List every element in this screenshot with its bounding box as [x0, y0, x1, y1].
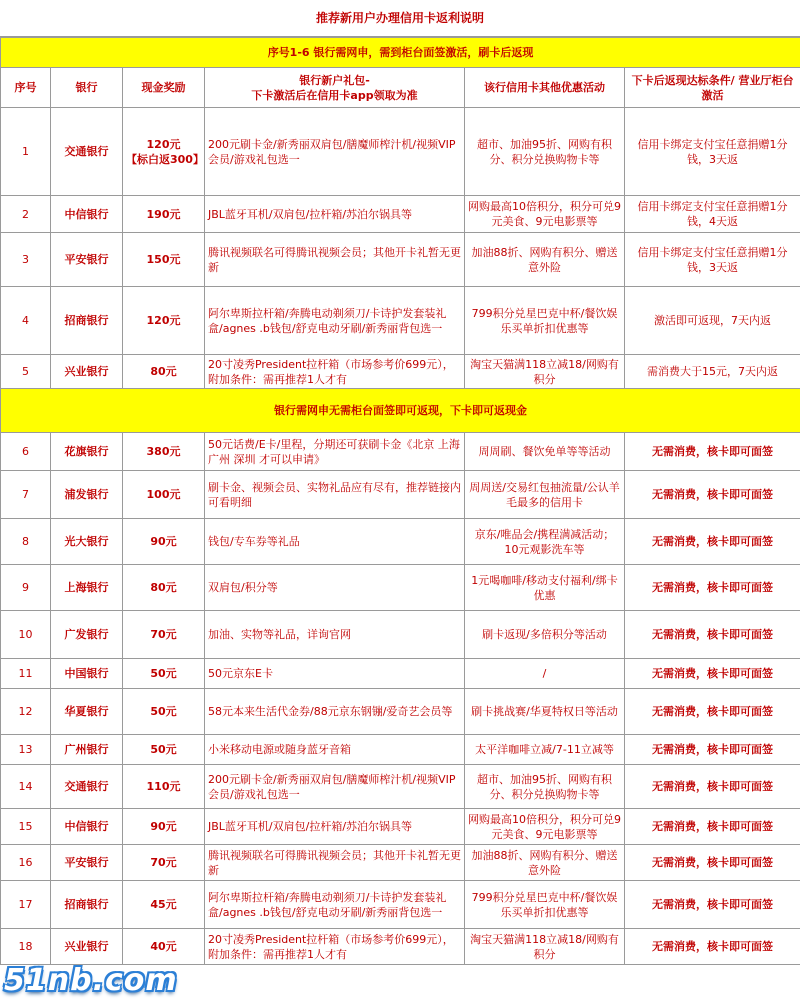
row-number	[1, 735, 51, 765]
cash-reward-text: 190元	[146, 207, 181, 221]
cash-reward-text: 120元	[146, 314, 181, 327]
section-1-title: 序号1-6 银行需网申，需到柜台面签激活，刷卡后返现	[1, 38, 800, 68]
column-header-row	[1, 68, 800, 108]
cash-reward-text: 45元	[150, 898, 177, 911]
gift-description-text: JBL蓝牙耳机/双肩包/拉杆箱/苏泊尔锅具等	[208, 207, 413, 221]
rebate-condition-text: 无需消费，核卡即可面签	[652, 535, 774, 548]
row-number	[1, 881, 51, 929]
cash-reward-text: 380元	[146, 445, 181, 458]
col-header-bank: 银行	[51, 68, 123, 108]
rebate-condition-text: 无需消费，核卡即可面签	[652, 743, 774, 756]
row-number-text: 14	[18, 780, 33, 793]
bank-name	[51, 845, 123, 881]
cash-reward	[123, 196, 205, 233]
cash-reward	[123, 929, 205, 965]
row-number	[1, 809, 51, 845]
rebate-condition	[625, 735, 800, 765]
rebate-condition	[625, 519, 800, 565]
cash-reward	[123, 233, 205, 287]
gift-description	[205, 765, 465, 809]
gift-description-text: 钱包/专车券等礼品	[208, 535, 300, 548]
bank-name-text: 兴业银行	[64, 365, 109, 378]
promo-description	[465, 108, 625, 196]
promo-description	[465, 765, 625, 809]
gift-description-text: JBL蓝牙耳机/双肩包/拉杆箱/苏泊尔锅具等	[208, 820, 413, 833]
cash-reward	[123, 471, 205, 519]
table-row	[1, 433, 800, 471]
promo-description	[465, 433, 625, 471]
cash-reward-text: 40元	[150, 940, 177, 953]
row-number	[1, 659, 51, 689]
table-row	[1, 108, 800, 196]
section-header-1	[1, 38, 800, 68]
table-row	[1, 929, 800, 965]
row-number-text: 2	[22, 207, 29, 221]
promo-description-text: /	[542, 667, 547, 680]
cash-reward	[123, 355, 205, 389]
bank-name-text: 中信银行	[64, 207, 109, 221]
gift-description	[205, 433, 465, 471]
cash-note: 【标白返300】	[126, 152, 204, 166]
promo-description	[465, 565, 625, 611]
row-number-text: 7	[22, 488, 29, 501]
rebate-condition	[625, 355, 800, 389]
rebate-condition-text: 无需消费，核卡即可面签	[652, 820, 774, 833]
table-row	[1, 611, 800, 659]
table-row	[1, 881, 800, 929]
rebate-condition	[625, 881, 800, 929]
rebate-condition-text: 无需消费，核卡即可面签	[652, 445, 774, 458]
table-row	[1, 659, 800, 689]
table-row	[1, 845, 800, 881]
gift-description-text: 阿尔卑斯拉杆箱/奔腾电动剃须刀/卡诗护发套装礼盒/agnes .b钱包/舒克电动牙刷/新秀丽背包选一	[208, 890, 447, 919]
promo-description	[465, 845, 625, 881]
gift-description-text: 小米移动电源或随身蓝牙音箱	[208, 743, 351, 756]
bank-name-text: 花旗银行	[64, 445, 109, 458]
bank-name-text: 上海银行	[64, 581, 109, 594]
rebate-condition-text: 无需消费，核卡即可面签	[652, 898, 774, 911]
bank-name	[51, 519, 123, 565]
gift-description	[205, 809, 465, 845]
bank-name	[51, 735, 123, 765]
bank-name-text: 平安银行	[64, 856, 109, 869]
table-body	[1, 38, 800, 965]
rebate-condition-text: 无需消费，核卡即可面签	[652, 488, 774, 501]
rebate-condition	[625, 689, 800, 735]
gift-description	[205, 845, 465, 881]
bank-name	[51, 565, 123, 611]
table-row	[1, 689, 800, 735]
cash-reward-text: 50元	[150, 705, 177, 718]
cash-reward-text: 110元	[146, 780, 181, 793]
gift-description-text: 加油、实物等礼品，详询官网	[208, 628, 351, 641]
cash-reward-text: 70元	[150, 628, 177, 641]
cash-reward-text: 50元	[150, 667, 177, 680]
bank-name	[51, 287, 123, 355]
rebate-table	[0, 37, 800, 965]
promo-description-text: 太平洋咖啡立减/7-11立减等	[475, 743, 614, 756]
gift-description	[205, 735, 465, 765]
page-title: 推荐新用户办理信用卡返利说明	[0, 0, 800, 37]
rebate-condition	[625, 659, 800, 689]
promo-description-text: 淘宝天猫满118立减18/网购有积分	[470, 932, 619, 961]
bank-name-text: 光大银行	[64, 535, 109, 548]
rebate-condition-text: 激活即可返现，7天内返	[654, 314, 772, 327]
promo-description-text: 超市、加油95折、网购有积分、积分兑换购物卡等	[477, 137, 612, 166]
rebate-condition-text: 信用卡绑定支付宝任意捐赠1分钱，3天返	[637, 245, 788, 274]
promo-description-text: 京东/唯品会/携程满减活动；10元观影洗车等	[474, 527, 615, 556]
promo-description	[465, 881, 625, 929]
cash-reward	[123, 765, 205, 809]
gift-description	[205, 196, 465, 233]
cash-reward-text: 120元	[146, 137, 181, 151]
bank-name-text: 招商银行	[64, 314, 109, 327]
row-number	[1, 355, 51, 389]
table-row	[1, 765, 800, 809]
promo-description	[465, 689, 625, 735]
promo-description-text: 刷卡返现/多倍积分等活动	[482, 628, 607, 641]
rebate-condition-text: 无需消费，核卡即可面签	[652, 581, 774, 594]
rebate-condition-text: 信用卡绑定支付宝任意捐赠1分钱，4天返	[637, 200, 788, 228]
table-row	[1, 233, 800, 287]
row-number-text: 10	[18, 628, 33, 641]
cash-reward	[123, 108, 205, 196]
section-2-title: 银行需网申无需柜台面签即可返现，下卡即可返现金	[1, 389, 800, 433]
table-row	[1, 735, 800, 765]
bank-name	[51, 233, 123, 287]
gift-description-text: 50元话费/E卡/里程，分期还可获刷卡金《北京 上海 广州 深圳 才可以申请》	[208, 437, 460, 466]
gift-description	[205, 287, 465, 355]
bank-name	[51, 809, 123, 845]
promo-description-text: 加油88折、网购有积分、赠送意外险	[471, 245, 618, 274]
rebate-condition	[625, 471, 800, 519]
col-header-gift: 银行新户礼包- 下卡激活后在信用卡app领取为准	[205, 68, 465, 108]
row-number-text: 6	[22, 445, 29, 458]
promo-description-text: 799积分兑星巴克中杯/餐饮娱乐买单折扣优惠等	[471, 306, 618, 335]
bank-name-text: 广州银行	[64, 743, 109, 756]
gift-description	[205, 355, 465, 389]
row-number-text: 12	[18, 705, 33, 718]
col-header-promo: 该行信用卡其他优惠活动	[465, 68, 625, 108]
bank-name	[51, 355, 123, 389]
rebate-condition-text: 需消费大于15元，7天内返	[647, 365, 779, 378]
cash-reward-text: 80元	[150, 365, 177, 378]
gift-description	[205, 565, 465, 611]
gift-description-text: 刷卡金、视频会员、实物礼品应有尽有，推荐链接内可看明细	[208, 480, 461, 509]
promo-description-text: 799积分兑星巴克中杯/餐饮娱乐买单折扣优惠等	[471, 890, 618, 919]
bank-name-text: 中信银行	[64, 820, 109, 833]
cash-reward	[123, 611, 205, 659]
promo-description	[465, 519, 625, 565]
gift-description	[205, 881, 465, 929]
row-number-text: 5	[22, 365, 29, 378]
rebate-condition	[625, 929, 800, 965]
cash-reward	[123, 809, 205, 845]
row-number	[1, 845, 51, 881]
gift-description-text: 20寸凌秀President拉杆箱（市场参考价699元），附加条件：需再推荐1人才有	[208, 932, 454, 961]
promo-description	[465, 929, 625, 965]
promo-description-text: 超市、加油95折、网购有积分、积分兑换购物卡等	[477, 772, 612, 801]
bank-name-text: 浦发银行	[64, 488, 109, 501]
promo-description	[465, 735, 625, 765]
cash-reward-text: 70元	[150, 856, 177, 869]
bank-name-text: 交通银行	[64, 145, 109, 158]
promo-description-text: 刷卡挑战赛/华夏特权日等活动	[471, 705, 618, 718]
bank-name-text: 中国银行	[64, 667, 109, 680]
cash-reward-text: 50元	[150, 743, 177, 756]
row-number	[1, 433, 51, 471]
promo-description-text: 周周刷、餐饮免单等等活动	[478, 445, 611, 458]
gift-description	[205, 519, 465, 565]
row-number-text: 16	[18, 856, 33, 869]
rebate-condition-text: 无需消费，核卡即可面签	[652, 667, 774, 680]
rebate-condition	[625, 765, 800, 809]
row-number-text: 13	[18, 743, 33, 756]
rebate-condition-text: 信用卡绑定支付宝任意捐赠1分钱，3天返	[637, 137, 788, 166]
bank-name	[51, 689, 123, 735]
row-number-text: 8	[22, 535, 29, 548]
bank-name	[51, 659, 123, 689]
rebate-condition	[625, 196, 800, 233]
promo-description	[465, 471, 625, 519]
row-number	[1, 611, 51, 659]
bank-name	[51, 471, 123, 519]
gift-description-text: 50元京东E卡	[208, 667, 273, 680]
row-number	[1, 519, 51, 565]
table-row	[1, 471, 800, 519]
rebate-condition	[625, 565, 800, 611]
row-number	[1, 689, 51, 735]
rebate-condition	[625, 287, 800, 355]
rebate-condition	[625, 108, 800, 196]
gift-description	[205, 689, 465, 735]
promo-description-text: 网购最高10倍积分，积分可兑9元美食、9元电影票等	[468, 200, 621, 228]
cash-reward	[123, 689, 205, 735]
cash-reward	[123, 881, 205, 929]
gift-description-text: 200元刷卡金/新秀丽双肩包/膳魔师榨汁机/视频VIP会员/游戏礼包选一	[208, 137, 456, 166]
row-number-text: 3	[22, 253, 29, 266]
bank-name-text: 交通银行	[64, 780, 109, 793]
gift-description	[205, 659, 465, 689]
table-row	[1, 519, 800, 565]
row-number	[1, 765, 51, 809]
cash-reward-text: 100元	[146, 488, 181, 501]
row-number-text: 1	[22, 145, 29, 158]
cash-reward	[123, 659, 205, 689]
cash-reward	[123, 565, 205, 611]
promo-description-text: 加油88折、网购有积分、赠送意外险	[471, 848, 618, 877]
promo-description	[465, 659, 625, 689]
rebate-condition	[625, 611, 800, 659]
rebate-condition-text: 无需消费，核卡即可面签	[652, 628, 774, 641]
promo-description-text: 淘宝天猫满118立减18/网购有积分	[470, 357, 619, 386]
promo-description-text: 周周送/交易红包抽流量/公认羊毛最多的信用卡	[469, 480, 620, 509]
row-number	[1, 287, 51, 355]
cash-reward	[123, 433, 205, 471]
row-number	[1, 108, 51, 196]
promo-description	[465, 233, 625, 287]
bank-name-text: 华夏银行	[64, 705, 109, 718]
gift-description-text: 58元本来生活代金券/88元京东钢镚/爱奇艺会员等	[208, 705, 453, 718]
rebate-condition-text: 无需消费，核卡即可面签	[652, 856, 774, 869]
cash-reward-text: 80元	[150, 581, 177, 594]
bank-name	[51, 433, 123, 471]
promo-description	[465, 355, 625, 389]
table-row	[1, 565, 800, 611]
row-number	[1, 471, 51, 519]
gift-description	[205, 108, 465, 196]
site-watermark: 51nb.com	[4, 963, 178, 998]
bank-name-text: 兴业银行	[64, 940, 109, 953]
promo-description	[465, 287, 625, 355]
cash-reward-text: 150元	[146, 253, 181, 266]
gift-description	[205, 611, 465, 659]
rebate-condition	[625, 233, 800, 287]
rebate-condition-text: 无需消费，核卡即可面签	[652, 780, 774, 793]
promo-description	[465, 196, 625, 233]
cash-reward-text: 90元	[150, 820, 177, 833]
row-number-text: 18	[18, 940, 33, 953]
col-header-no: 序号	[1, 68, 51, 108]
rebate-condition	[625, 809, 800, 845]
bank-name	[51, 196, 123, 233]
bank-name-text: 招商银行	[64, 898, 109, 911]
row-number	[1, 196, 51, 233]
rebate-condition-text: 无需消费，核卡即可面签	[652, 705, 774, 718]
row-number-text: 15	[18, 820, 33, 833]
bank-name	[51, 881, 123, 929]
cash-reward	[123, 519, 205, 565]
cash-reward	[123, 845, 205, 881]
row-number	[1, 233, 51, 287]
section-header-2	[1, 389, 800, 433]
bank-name-text: 广发银行	[64, 628, 109, 641]
gift-description-text: 腾讯视频联名可得腾讯视频会员；其他开卡礼暂无更新	[208, 245, 461, 274]
table-row	[1, 809, 800, 845]
bank-name	[51, 108, 123, 196]
promo-description	[465, 809, 625, 845]
promo-description	[465, 611, 625, 659]
rebate-condition	[625, 845, 800, 881]
cash-reward	[123, 735, 205, 765]
cash-reward-text: 90元	[150, 535, 177, 548]
bank-name	[51, 765, 123, 809]
col-header-cond: 下卡后返现达标条件/ 营业厅柜台激活	[625, 68, 800, 108]
col-header-cash: 现金奖励	[123, 68, 205, 108]
gift-description	[205, 471, 465, 519]
row-number-text: 4	[22, 314, 29, 327]
bank-name-text: 平安银行	[64, 253, 109, 266]
cash-reward	[123, 287, 205, 355]
gift-description-text: 腾讯视频联名可得腾讯视频会员；其他开卡礼暂无更新	[208, 848, 461, 877]
row-number	[1, 929, 51, 965]
row-number-text: 11	[18, 667, 33, 680]
row-number	[1, 565, 51, 611]
gift-description-text: 20寸凌秀President拉杆箱（市场参考价699元），附加条件：需再推荐1人才有	[208, 357, 454, 386]
table-row	[1, 355, 800, 389]
table-row	[1, 287, 800, 355]
promo-description-text: 1元喝咖啡/移动支付福利/绑卡优惠	[471, 573, 618, 602]
gift-description-text: 双肩包/积分等	[208, 581, 278, 594]
gift-description	[205, 233, 465, 287]
row-number-text: 17	[18, 898, 33, 911]
gift-description	[205, 929, 465, 965]
promo-description-text: 网购最高10倍积分，积分可兑9元美食、9元电影票等	[468, 812, 621, 841]
table-row	[1, 196, 800, 233]
bank-name	[51, 611, 123, 659]
rebate-condition	[625, 433, 800, 471]
gift-description-text: 阿尔卑斯拉杆箱/奔腾电动剃须刀/卡诗护发套装礼盒/agnes .b钱包/舒克电动牙刷/新秀丽背包选一	[208, 306, 447, 335]
rebate-condition-text: 无需消费，核卡即可面签	[652, 940, 774, 953]
bank-name	[51, 929, 123, 965]
row-number-text: 9	[22, 581, 29, 594]
gift-description-text: 200元刷卡金/新秀丽双肩包/膳魔师榨汁机/视频VIP会员/游戏礼包选一	[208, 772, 456, 801]
